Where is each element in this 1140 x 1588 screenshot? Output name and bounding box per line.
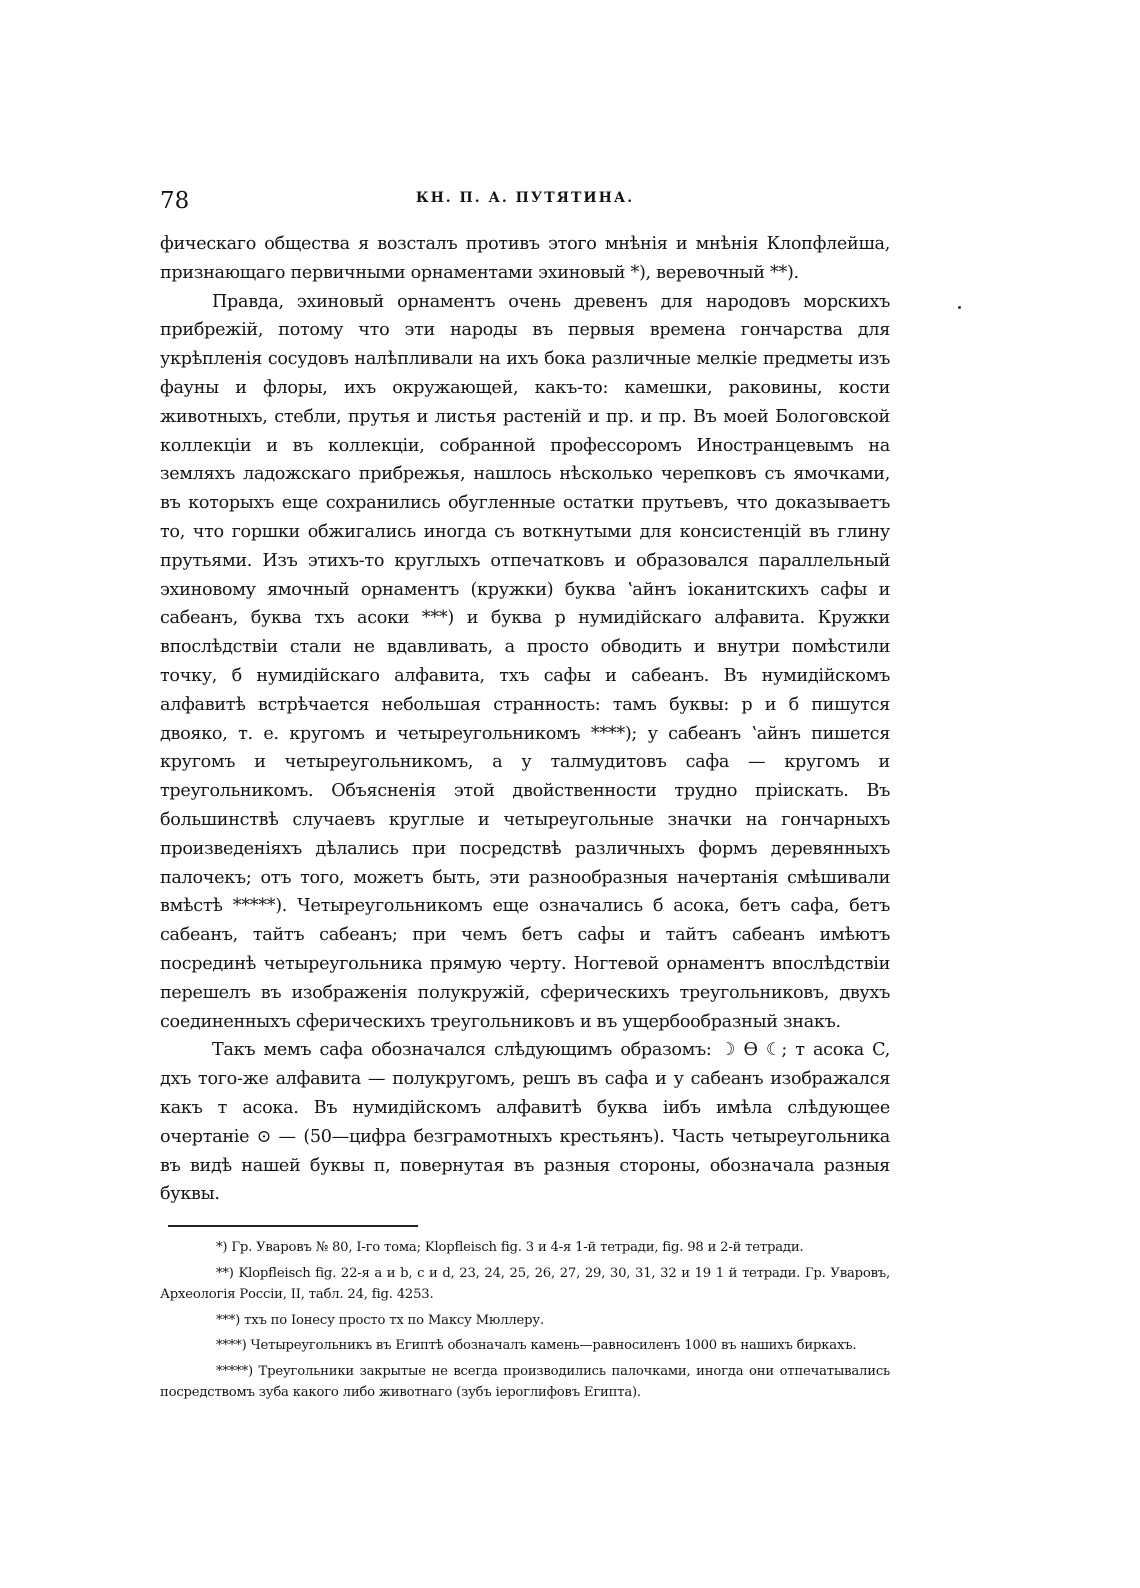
footnote: ***) тхъ по Іонесу просто тх по Максу Мюллеру.	[216, 1312, 544, 1328]
running-head: КН. П. А. ПУТЯТИНА.	[415, 190, 635, 206]
page-number: 78	[160, 188, 190, 214]
paragraph: Такъ мемъ сафа обозначался слѣдующимъ образомъ: ☽ ϴ ☾; т асока C, дхъ того-же алфавита — полукругомъ, решъ въ сафа и у сабеанъ изображался какъ т асока. Въ нумидійскомъ алфавитѣ буква іибъ имѣла слѣдующее очертаніе ⊙ — (50—цифра безграмотныхъ крестьянъ). Часть четыреугольника въ видѣ нашей буквы п, повернутая въ разныя стороны, обозначала разныя буквы.	[160, 1040, 890, 1205]
page-header	[160, 186, 890, 222]
paragraph: Правда, эхиновый орнаментъ очень древенъ для народовъ морскихъ прибрежій, потому что эти народы въ первыя времена гончарства для укрѣпленія сосудовъ налѣпливали на ихъ бока различные мелкіе предметы изъ фауны и флоры, ихъ окружающей, какъ-то: камешки, раковины, кости животныхъ, стебли, прутья и листья растеній и пр. и пр. Въ моей Бологовской коллекціи и въ коллекціи, собранной профессоромъ Иностранцевымъ на земляхъ ладожскаго прибрежья, нашлось нѣсколько черепковъ съ ямочками, въ которыхъ еще сохранились обугленные остатки прутьевъ, что доказываетъ то, что горшки обжигались иногда съ воткнутыми для консистенцій въ глину прутьями. Изъ этихъ-то круглыхъ отпечатковъ и образовался параллельный эхиновому ямочный орнаментъ (кружки) буква ʽайнъ іоканитскихъ сафы и сабеанъ, буква тхъ асоки ***) и буква р нумидійскаго алфавита. Кружки впослѣдствіи стали не вдавливать, а просто обводить и внутри помѣстили точку, б нумидійскаго алфавита, тхъ сафы и сабеанъ. Въ нумидійскомъ алфавитѣ встрѣчается небольшая странность: тамъ буквы: р и б пишутся двояко, т. е. кругомъ и четыреугольникомъ ****); у сабеанъ ʽайнъ пишется кругомъ и четыреугольникомъ, а у талмудитовъ сафа — кругомъ и треугольникомъ. Объясненія этой двойственности трудно пріискать. Въ большинствѣ случаевъ круглые и четыреугольные значки на гончарныхъ произведеніяхъ дѣлались при посредствѣ различныхъ формъ деревянныхъ палочекъ; отъ того, можетъ быть, эти разнообразныя начертанія смѣшивали вмѣстѣ *****). Четыреугольникомъ еще означались б асока, бетъ сафа, бетъ сабеанъ, тайтъ сабеанъ; при чемъ бетъ сафы и тайтъ сабеанъ имѣютъ посрединѣ четыреугольника прямую черту. Ногтевой орнаментъ впослѣдствіи перешелъ въ изображенія полукружій, сферическихъ треугольниковъ, двухъ соединенныхъ сферическихъ треугольниковъ и въ ущербообразный знакъ.	[160, 291, 890, 1032]
paragraph: фическаго общества я возсталъ противъ этого мнѣнія и мнѣнія Клопфлейша, признающаго первичными орнаментами эхиновый *), веревочный **).	[160, 234, 890, 283]
footnote: **) Klopfleisch fig. 22-я a и b, c и d, 23, 24, 25, 26, 27, 29, 30, 31, 32 и 19 1 й тетради. Гр. Уваровъ, Археологія Россіи, II, табл. 24, fig. 4253.	[160, 1265, 890, 1303]
book-page	[160, 186, 890, 1408]
footnote: ****) Четыреугольникъ въ Египтѣ обозначалъ камень—равносиленъ 1000 въ нашихъ биркахъ.	[216, 1338, 857, 1354]
footnote: *) Гр. Уваровъ № 80, I-го тома; Klopfleisch fig. 3 и 4-я 1-й тетради, fig. 98 и 2-й тетради.	[216, 1240, 804, 1256]
footnote-rule	[168, 1225, 418, 1227]
margin-speck	[958, 306, 961, 309]
body-text	[160, 230, 890, 1209]
footnotes	[160, 1237, 890, 1404]
footnote: *****) Треугольники закрытые не всегда производились палочками, иногда они отпечатывались посредствомъ зуба какого либо животнаго (зубъ іероглифовъ Египта).	[160, 1363, 890, 1401]
